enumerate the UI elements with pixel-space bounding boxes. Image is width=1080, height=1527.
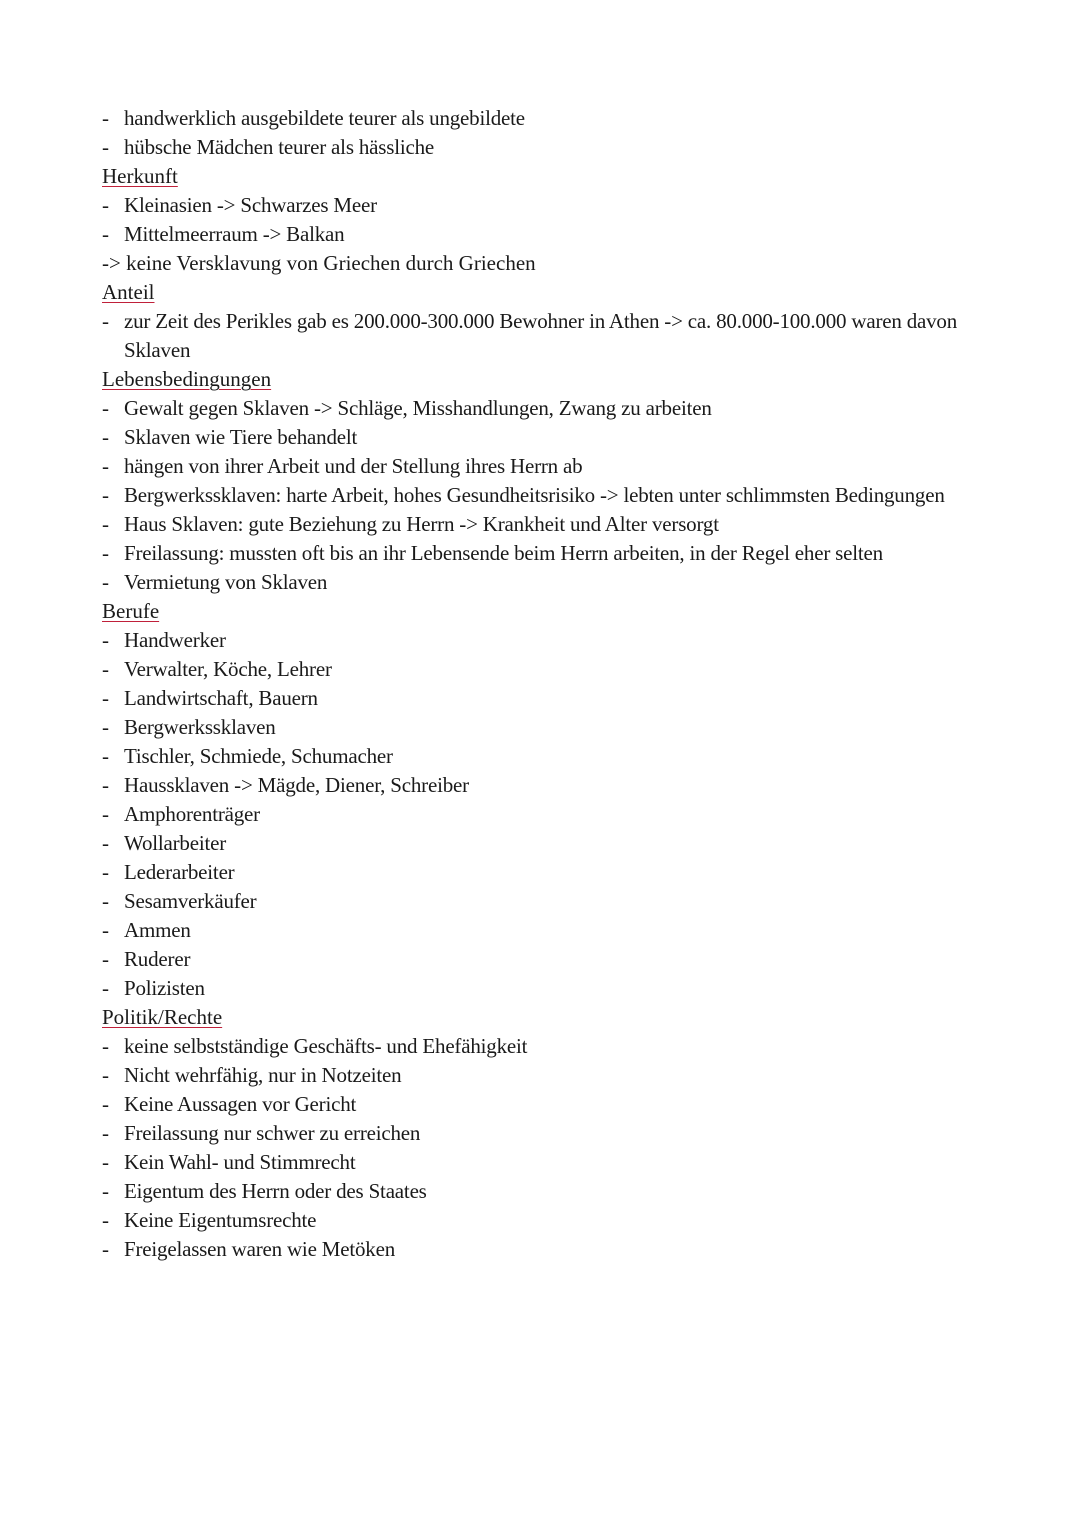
bullet-dash: - [102, 686, 109, 710]
bullet-dash: - [102, 1063, 109, 1087]
list-item: - Bergwerkssklaven: harte Arbeit, hohes Gesundheitsrisiko -> lebten unter schlimmsten Bedingungen [102, 481, 982, 510]
section-heading-lebensbedingungen: Lebensbedingungen [102, 367, 272, 391]
list-item: - Verwalter, Köche, Lehrer [102, 655, 982, 684]
list-item: - Kleinasien -> Schwarzes Meer [102, 191, 982, 220]
bullet-dash: - [102, 454, 109, 478]
section-heading-herkunft: Herkunft [102, 164, 178, 188]
section-heading-berufe: Berufe [102, 599, 160, 623]
list-item: - Tischler, Schmiede, Schumacher [102, 742, 982, 771]
bullet-dash: - [102, 396, 109, 420]
bullet-dash: - [102, 889, 109, 913]
list-item: - hübsche Mädchen teurer als hässliche [102, 133, 982, 162]
bullet-dash: - [102, 947, 109, 971]
list-item: - Kein Wahl- und Stimmrecht [102, 1148, 982, 1177]
bullet-dash: - [102, 1208, 109, 1232]
list-item: - Ammen [102, 916, 982, 945]
list-item: - Freilassung: mussten oft bis an ihr Lebensende beim Herrn arbeiten, in der Regel eher selten [102, 539, 982, 568]
bullet-dash: - [102, 1034, 109, 1058]
bullet-dash: - [102, 831, 109, 855]
bullet-dash: - [102, 657, 109, 681]
bullet-dash: - [102, 976, 109, 1000]
section-heading-politik: Politik/Rechte [102, 1005, 223, 1029]
list-item: - Polizisten [102, 974, 982, 1003]
bullet-dash: - [102, 570, 109, 594]
list-item: - Mittelmeerraum -> Balkan [102, 220, 982, 249]
bullet-dash: - [102, 715, 109, 739]
bullet-dash: - [102, 309, 109, 333]
bullet-dash: - [102, 918, 109, 942]
list-item: - Keine Eigentumsrechte [102, 1206, 982, 1235]
bullet-dash: - [102, 860, 109, 884]
list-item: - Sklaven wie Tiere behandelt [102, 423, 982, 452]
list-item: - Vermietung von Sklaven [102, 568, 982, 597]
bullet-dash: - [102, 1121, 109, 1145]
herkunft-note: -> keine Versklavung von Griechen durch Griechen [102, 251, 536, 275]
list-item: - Wollarbeiter [102, 829, 982, 858]
list-item: - Haus Sklaven: gute Beziehung zu Herrn -> Krankheit und Alter versorgt [102, 510, 982, 539]
list-item: - keine selbstständige Geschäfts- und Ehefähigkeit [102, 1032, 982, 1061]
bullet-dash: - [102, 744, 109, 768]
bullet-dash: - [102, 1237, 109, 1261]
list-item: - Bergwerkssklaven [102, 713, 982, 742]
list-item: - Eigentum des Herrn oder des Staates [102, 1177, 982, 1206]
bullet-dash: - [102, 106, 109, 130]
list-item: - Amphorenträger [102, 800, 982, 829]
section-heading-anteil: Anteil [102, 280, 155, 304]
list-item: - Freigelassen waren wie Metöken [102, 1235, 982, 1264]
bullet-dash: - [102, 222, 109, 246]
bullet-dash: - [102, 1092, 109, 1116]
list-item: - Nicht wehrfähig, nur in Notzeiten [102, 1061, 982, 1090]
list-item: - Gewalt gegen Sklaven -> Schläge, Misshandlungen, Zwang zu arbeiten [102, 394, 982, 423]
bullet-dash: - [102, 193, 109, 217]
bullet-dash: - [102, 1150, 109, 1174]
list-item: - Ruderer [102, 945, 982, 974]
list-item: - Haussklaven -> Mägde, Diener, Schreiber [102, 771, 982, 800]
list-item: - Sesamverkäufer [102, 887, 982, 916]
list-item: - Freilassung nur schwer zu erreichen [102, 1119, 982, 1148]
list-item: - zur Zeit des Perikles gab es 200.000-300.000 Bewohner in Athen -> ca. 80.000-100.000 waren davon Sklaven [102, 309, 958, 362]
bullet-dash: - [102, 425, 109, 449]
list-item: - handwerklich ausgebildete teurer als ungebildete [102, 104, 982, 133]
bullet-dash: - [102, 541, 109, 565]
bullet-dash: - [102, 483, 109, 507]
bullet-dash: - [102, 802, 109, 826]
bullet-dash: - [102, 512, 109, 536]
bullet-dash: - [102, 773, 109, 797]
list-item: - Landwirtschaft, Bauern [102, 684, 982, 713]
list-item: - Lederarbeiter [102, 858, 982, 887]
list-item: - Keine Aussagen vor Gericht [102, 1090, 982, 1119]
bullet-dash: - [102, 135, 109, 159]
list-item: - hängen von ihrer Arbeit und der Stellung ihres Herrn ab [102, 452, 982, 481]
list-item: - Handwerker [102, 626, 982, 655]
bullet-dash: - [102, 1179, 109, 1203]
bullet-dash: - [102, 628, 109, 652]
notes-page [102, 104, 982, 1264]
